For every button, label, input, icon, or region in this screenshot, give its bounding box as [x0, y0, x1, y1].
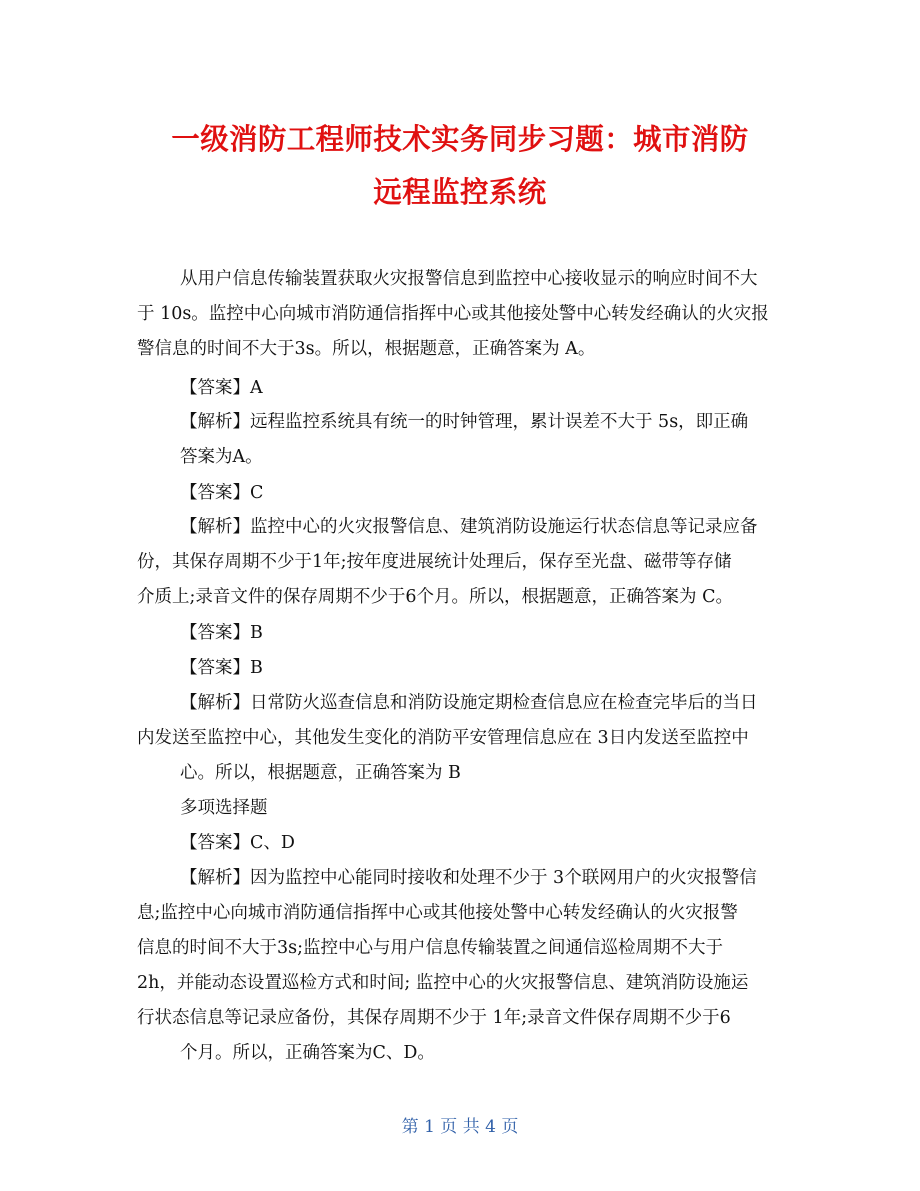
analysis-line: 【解析】日常防火巡查信息和消防设施定期检查信息应在检查完毕后的当日 [180, 693, 758, 713]
analysis-line: 【解析】因为监控中心能同时接收和处理不少于 3个联网用户的火灾报警信 [180, 868, 757, 888]
answer-line: 【答案】C [180, 483, 264, 503]
body-line: 答案为A。 [180, 447, 263, 467]
answer-line: 【答案】C、D [180, 833, 295, 853]
body-line: 信息的时间不大于3s;监控中心与用户信息传输装置之间通信巡检周期不大于 [137, 938, 724, 958]
body-line: 份，其保存周期不少于1年;按年度进展统计处理后，保存至光盘、磁带等存储 [137, 552, 732, 572]
document-title-line-1: 一级消防工程师技术实务同步习题：城市消防 [171, 122, 749, 156]
body-line: 心。所以，根据题意，正确答案为 B [180, 763, 461, 783]
page-footer: 第 1 页 共 4 页 [401, 1117, 519, 1137]
body-line: 2h，并能动态设置巡检方式和时间; 监控中心的火灾报警信息、建筑消防设施运 [137, 973, 749, 993]
body-line: 息;监控中心向城市消防通信指挥中心或其他接处警中心转发经确认的火灾报警 [137, 903, 738, 923]
analysis-line: 【解析】远程监控系统具有统一的时钟管理，累计误差不大于 5s，即正确 [180, 412, 749, 432]
body-line: 介质上;录音文件的保存周期不少于6个月。所以，根据题意，正确答案为 C。 [137, 587, 733, 607]
body-line: 个月。所以，正确答案为C、D。 [180, 1043, 435, 1063]
section-heading: 多项选择题 [180, 798, 268, 818]
body-line: 于 10s。监控中心向城市消防通信指挥中心或其他接处警中心转发经确认的火灾报 [137, 304, 769, 324]
body-line: 警信息的时间不大于3s。所以，根据题意，正确答案为 A。 [137, 339, 596, 359]
analysis-line: 【解析】监控中心的火灾报警信息、建筑消防设施运行状态信息等记录应备 [180, 517, 758, 537]
answer-line: 【答案】B [180, 623, 263, 643]
document-title-line-2: 远程监控系统 [373, 175, 547, 209]
body-line: 从用户信息传输装置获取火灾报警信息到监控中心接收显示的响应时间不大 [180, 269, 758, 289]
body-line: 行状态信息等记录应备份，其保存周期不少于 1年;录音文件保存周期不少于6 [137, 1008, 731, 1028]
body-line: 内发送至监控中心，其他发生变化的消防平安管理信息应在 3日内发送至监控中 [137, 728, 749, 748]
answer-line: 【答案】A [180, 378, 263, 398]
answer-line: 【答案】B [180, 658, 263, 678]
